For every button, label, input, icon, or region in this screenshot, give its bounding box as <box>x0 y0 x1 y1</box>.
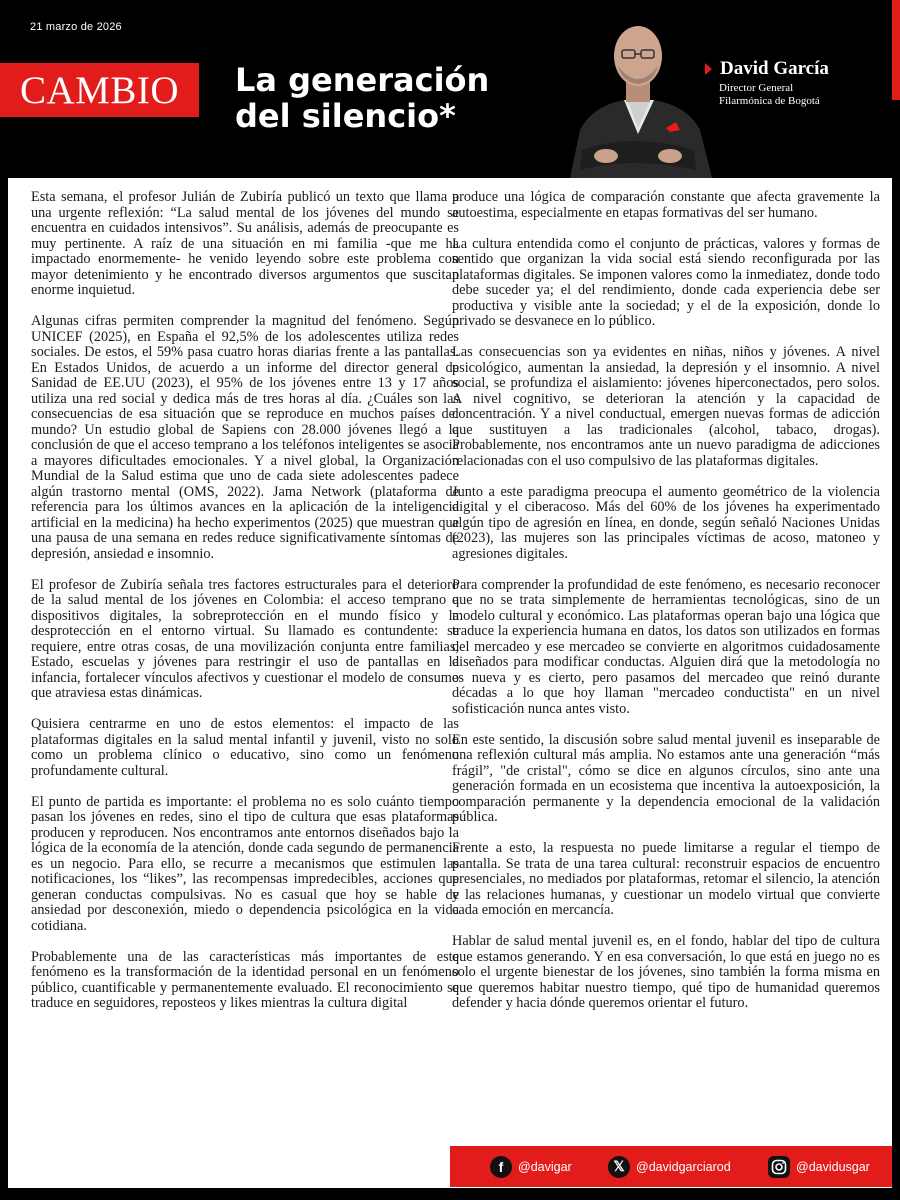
author-photo <box>562 10 714 178</box>
article-body <box>8 178 892 1188</box>
author-block <box>705 58 829 108</box>
header <box>0 0 900 178</box>
paragraph: Quisiera centrarme en uno de estos elementos: el impacto de las plataformas digitales en la salud mental infantil y juvenil, visto no solo como un problema clínico o educativo, sino como un fenómeno profundamente cultural. <box>31 716 459 779</box>
paragraph: Probablemente una de las características más importantes de este fenómeno es la transformación de la identidad personal en un fenómeno público, cuantificable y permanentemente evaluado. El reconocimiento se traduce en seguidores, reposteos y likes mientras la cultura digital <box>31 948 459 1011</box>
paragraph: El punto de partida es importante: el problema no es solo cuánto tiempo pasan los jóvenes en redes, sino el tipo de cultura que esas plataformas producen y reproducen. Nos encontramos ante entornos diseñados bajo la lógica de la economía de la atención, donde cada segundo de permanencia es un negocio. Para ello, se recurre a mecanismos que estimulen las notificaciones, los “likes”, las recompensas impredecibles, acciones que generan conductas compulsivas. No es casual que hoy se hable de ansiedad por desconexión, miedo o dependencia psicológica en la vida cotidiana. <box>31 793 459 934</box>
article-column-left <box>31 190 459 1027</box>
paragraph: Algunas cifras permiten comprender la magnitud del fenómeno. Según UNICEF (2025), en España el 92,5% de los adolescentes utiliza redes sociales. De estos, el 59% pasa cuatro horas diarias frente a las pantallas. En Estados Unidos, de acuerdo a un informe del director general de Sanidad de EE.UU (2023), el 95% de los jóvenes entre 13 y 17 años utiliza una red social y dedica más de tres horas al día. ¿Cuáles son las consecuencias de esa situación que se reproduce en muchos países del mundo? Un estudio global de Sapiens con 28.000 jóvenes llegó a la conclusión de que el acceso temprano a los teléfonos inteligentes se asocia a mayores dificultades emocionales. Y a nivel global, la Organización Mundial de la Salud estima que uno de cada siete adolescentes padece algún trastorno mental (OMS, 2022). Jama Network (plataforma de referencia para los últimos avances en la aplicación de la inteligencia artificial en la medicina) ha hecho experimentos (2025) que muestran que una pausa de una semana en redes reduce significativamente síntomas de depresión, ansiedad e insomnio. <box>31 313 459 562</box>
facebook-icon: f <box>490 1156 512 1178</box>
x-handle[interactable]: @davidgarciarod <box>636 1159 731 1174</box>
paragraph: En este sentido, la discusión sobre salud mental juvenil es inseparable de una reflexión cultural más amplia. No estamos ante una generación “más frágil”, "de cristal", cómo se dice en algunos círculos, sino ante una generación formada en un ecosistema que incentiva la autoexposición, la comparación permanente y la dependencia emocional de la validación pública. <box>452 731 880 825</box>
red-frame-accent <box>892 0 900 100</box>
paragraph: La cultura entendida como el conjunto de prácticas, valores y formas de sentido que organizan la vida social está siendo reconfigurada por las plataformas digitales. Se imponen valores como la inmediatez, donde todo debe suceder ya; el del rendimiento, donde cada experiencia debe ser productiva y visible ante la sociedad; y el de la exposición, donde lo privado se desvanece en lo público. <box>452 235 880 329</box>
paragraph: Hablar de salud mental juvenil es, en el fondo, hablar del tipo de cultura que estamos generando. Y en esa conversación, lo que está en juego no es solo el urgente bienestar de los jóvenes, sino también la forma misma en que queremos habitar nuestro tiempo, qué tipo de humanidad queremos defender y hacia dónde queremos orientar el futuro. <box>452 933 880 1011</box>
paragraph: El profesor de Zubiría señala tres factores estructurales para el deterioro de la salud mental de los jóvenes en Colombia: el acceso temprano a dispositivos digitales, la sobreprotección en el mundo físico y la desprotección en el entorno virtual. Su llamado es contundente: se requiere, entre otras cosas, de una movilización conjunta entre familias, Estado, escuelas y jóvenes para restringir el uso de pantallas en la infancia, fortalecer vínculos afectivos y cuestionar el modelo de consumo que atraviesa estas dinámicas. <box>31 576 459 701</box>
title-line-2: del silencio* <box>235 97 456 135</box>
paragraph: Frente a esto, la respuesta no puede limitarse a regular el tiempo de pantalla. Se trata de una tarea cultural: reconstruir espacios de encuentro presenciales, no mediados por plataformas, retomar el silencio, la atención y las relaciones humanas, y cuestionar un modelo virtual que convierte cada emoción en mercancía. <box>452 840 880 918</box>
instagram-icon <box>768 1156 790 1178</box>
author-role-line-1: Director General <box>719 82 794 94</box>
author-role <box>719 82 829 108</box>
paragraph: Las consecuencias son ya evidentes en niñas, niños y jóvenes. A nivel psicológico, aumentan la ansiedad, la depresión y el insomnio. A nivel social, se profundiza el aislamiento: jóvenes hiperconectados, pero solos. A nivel cognitivo, se deterioran la atención y la capacidad de concentración. Y a nivel conductual, emergen nuevas formas de adicción que sustituyen a las tradicionales (alcohol, tabaco, drogas). Probablemente, nos encontramos ante un nuevo paradigma de adicciones relacionadas con el uso compulsivo de las plataformas digitales. <box>452 344 880 469</box>
paragraph: Esta semana, el profesor Julián de Zubiría publicó un texto que llama a una urgente reflexión: “La salud mental de los jóvenes del mundo se encuentra en cuidados intensivos”. Su análisis, además de preocupante es muy pertinente. A raíz de una situación en mi familia -que me ha impactado enormemente- he venido leyendo sobre este problema con mayor detenimiento y he encontrado diversos argumentos que suscitan enorme inquietud. <box>31 189 459 298</box>
paragraph: Para comprender la profundidad de este fenómeno, es necesario reconocer que no se trata simplemente de herramientas tecnológicas, sino de un modelo cultural y económico. Las plataformas operan bajo una lógica que traduce la experiencia humana en datos, los datos son utilizados en formas del mercadeo y ese mercadeo se convierte en algoritmos cuidadosamente diseñados para modificar conductas. Alguien dirá que la metodología no es nueva y es cierto, pero pasamos del mercadeo que reinó durante décadas a lo que hoy llaman "mercadeo conductista" en un nivel sofisticación nunca antes visto. <box>452 576 880 717</box>
logo-text: CAMBIO <box>19 68 180 112</box>
x-icon: 𝕏 <box>608 1156 630 1178</box>
author-role-line-2: Filarmónica de Bogotá <box>719 95 820 107</box>
logo <box>0 63 199 117</box>
social-facebook[interactable] <box>490 1146 572 1187</box>
publication-date: 21 marzo de 2026 <box>30 21 122 33</box>
article-title <box>235 62 575 134</box>
facebook-handle[interactable]: @davigar <box>518 1159 572 1174</box>
title-line-1: La generación <box>235 61 490 99</box>
social-instagram[interactable] <box>768 1146 870 1187</box>
social-footer <box>450 1146 892 1187</box>
social-x[interactable] <box>608 1146 731 1187</box>
instagram-handle[interactable]: @davidusgar <box>796 1159 870 1174</box>
paragraph: produce una lógica de comparación constante que afecta gravemente la autoestima, especialmente en etapas formativas del ser humano. <box>452 189 880 221</box>
paragraph: Junto a este paradigma preocupa el aumento geométrico de la violencia digital y el ciberacoso. Más del 60% de los jóvenes ha experimentado algún tipo de agresión en línea, en donde, según señaló Naciones Unidas (2023), las mujeres son las principales víctimas de acoso, matoneo y agresiones digitales. <box>452 483 880 562</box>
article-column-right <box>452 190 880 1027</box>
arrow-icon <box>705 63 712 75</box>
author-name: David García <box>720 58 829 79</box>
